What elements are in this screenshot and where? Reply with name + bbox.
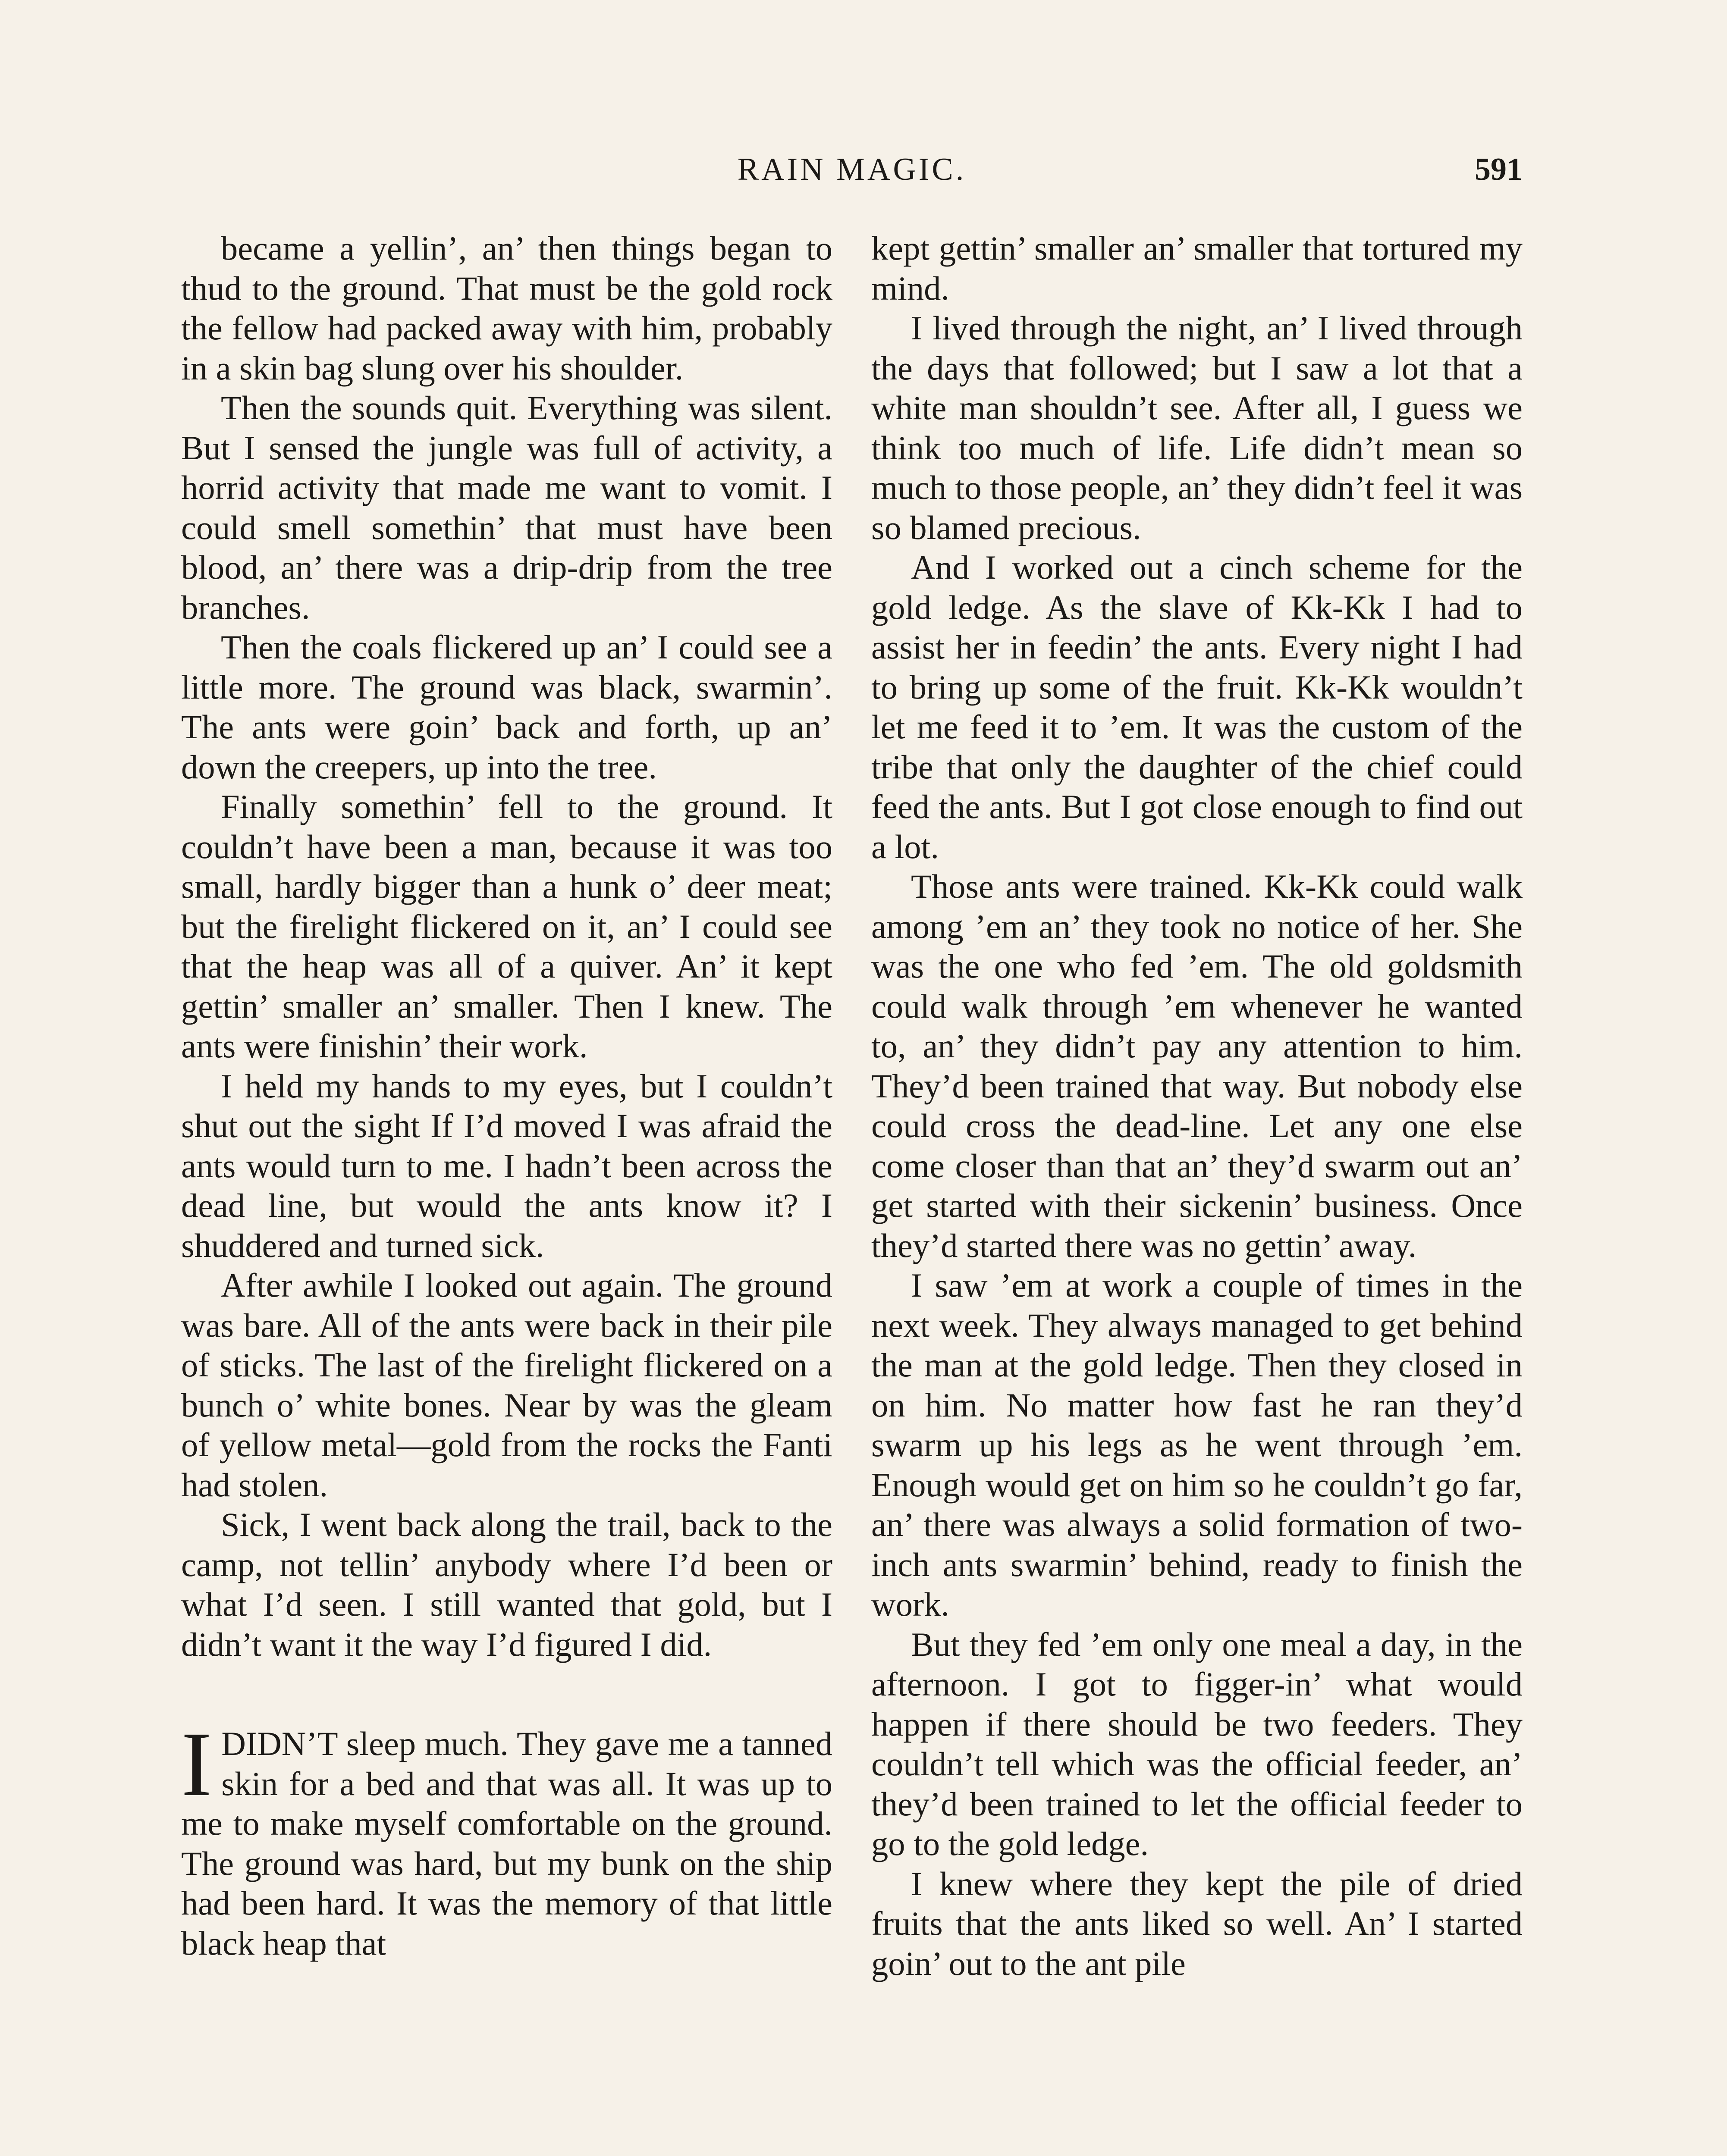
left-column (181, 229, 832, 1963)
section-opening-text: DIDN’T sleep much. They gave me a tanned skin for a bed and that was all. It was up to me to make myself comfortable on the ground. The ground was hard, but my bunk on the ship had been hard. It was the memory of that little black heap that (181, 1725, 832, 1962)
paragraph: I saw ’em at work a couple of times in the next week. They always managed to get behind the man at the gold ledge. Then they closed in on him. No matter how fast he ran they’d swarm up his legs as he went through ’em. Enough would get on him so he couldn’t go far, an’ there was always a solid formation of two-inch ants swarmin’ behind, ready to finish the work. (871, 1266, 1523, 1623)
paragraph: I held my hands to my eyes, but I couldn’t shut out the sight If I’d moved I was afraid the ants would turn to me. I hadn’t been across the dead line, but would the ants know it? I shuddered and turned sick. (181, 1067, 832, 1264)
paragraph: Those ants were trained. Kk-Kk could walk among ’em an’ they took no notice of her. She was the one who fed ’em. The old goldsmith could walk through ’em whenever he wanted to, an’ they didn’t pay any attention to him. They’d been trained that way. But nobody else could cross the dead-line. Let any one else come closer than that an’ they’d swarm out an’ get started with their sickenin’ business. Once they’d started there was no gettin’ away. (871, 868, 1523, 1264)
paragraph: Then the sounds quit. Everything was silent. But I sensed the jungle was full of activity, a horrid activity that made me want to vomit. I could smell somethin’ that must have been blood, an’ there was a drip-drip from the tree branches. (181, 389, 832, 626)
paragraph: Sick, I went back along the trail, back to the camp, not tellin’ anybody where I’d been or what I’d seen. I still wanted that gold, but I didn’t want it the way I’d figured I did. (181, 1506, 832, 1663)
paragraph: And I worked out a cinch scheme for the gold ledge. As the slave of Kk-Kk I had to assist her in feedin’ the ants. Every night I had to bring up some of the fruit. Kk-Kk wouldn’t let me feed it to ’em. It was the custom of the tribe that only the daughter of the chief could feed the ants. But I got close enough to find out a lot. (871, 548, 1523, 865)
running-head: RAIN MAGIC. (737, 152, 967, 187)
paragraph: Finally somethin’ fell to the ground. It couldn’t have been a man, because it was too small, hardly bigger than a hunk o’ deer meat; but the firelight flickered on it, an’ I could see that the heap was all of a quiver. An’ it kept gettin’ smaller an’ smaller. Then I knew. The ants were finishin’ their work. (181, 788, 832, 1065)
right-column (871, 229, 1523, 1984)
paragraph: I lived through the night, an’ I lived through the days that followed; but I saw a lot that a white man shouldn’t see. After all, I guess we think too much of life. Life didn’t mean so much to those people, an’ they didn’t feel it was so blamed precious. (871, 309, 1523, 546)
drop-cap: I (181, 1713, 212, 1815)
paragraph: But they fed ’em only one meal a day, in the afternoon. I got to figger-in’ what would happen if there should be two feeders. They couldn’t tell which was the official feeder, an’ they’d been trained to let the official feeder to go to the gold ledge. (871, 1625, 1523, 1862)
page-number: 591 (1475, 152, 1523, 187)
paragraph: kept gettin’ smaller an’ smaller that tortured my mind. (871, 229, 1523, 307)
paragraph: Then the coals flickered up an’ I could see a little more. The ground was black, swarmin’. The ants were goin’ back and forth, up an’ down the creepers, up into the tree. (181, 628, 832, 786)
paragraph: I knew where they kept the pile of dried fruits that the ants liked so well. An’ I started goin’ out to the ant pile (871, 1865, 1523, 1982)
section-opening-paragraph (181, 1713, 832, 1963)
page-header (181, 146, 1523, 193)
paragraph: After awhile I looked out again. The ground was bare. All of the ants were back in their pile of sticks. The last of the firelight flickered on a bunch o’ white bones. Near by was the gleam of yellow metal—gold from the rocks the Fanti had stolen. (181, 1266, 832, 1504)
paragraph: became a yellin’, an’ then things began to thud to the ground. That must be the gold rock the fellow had packed away with him, probably in a skin bag slung over his shoulder. (181, 229, 832, 387)
